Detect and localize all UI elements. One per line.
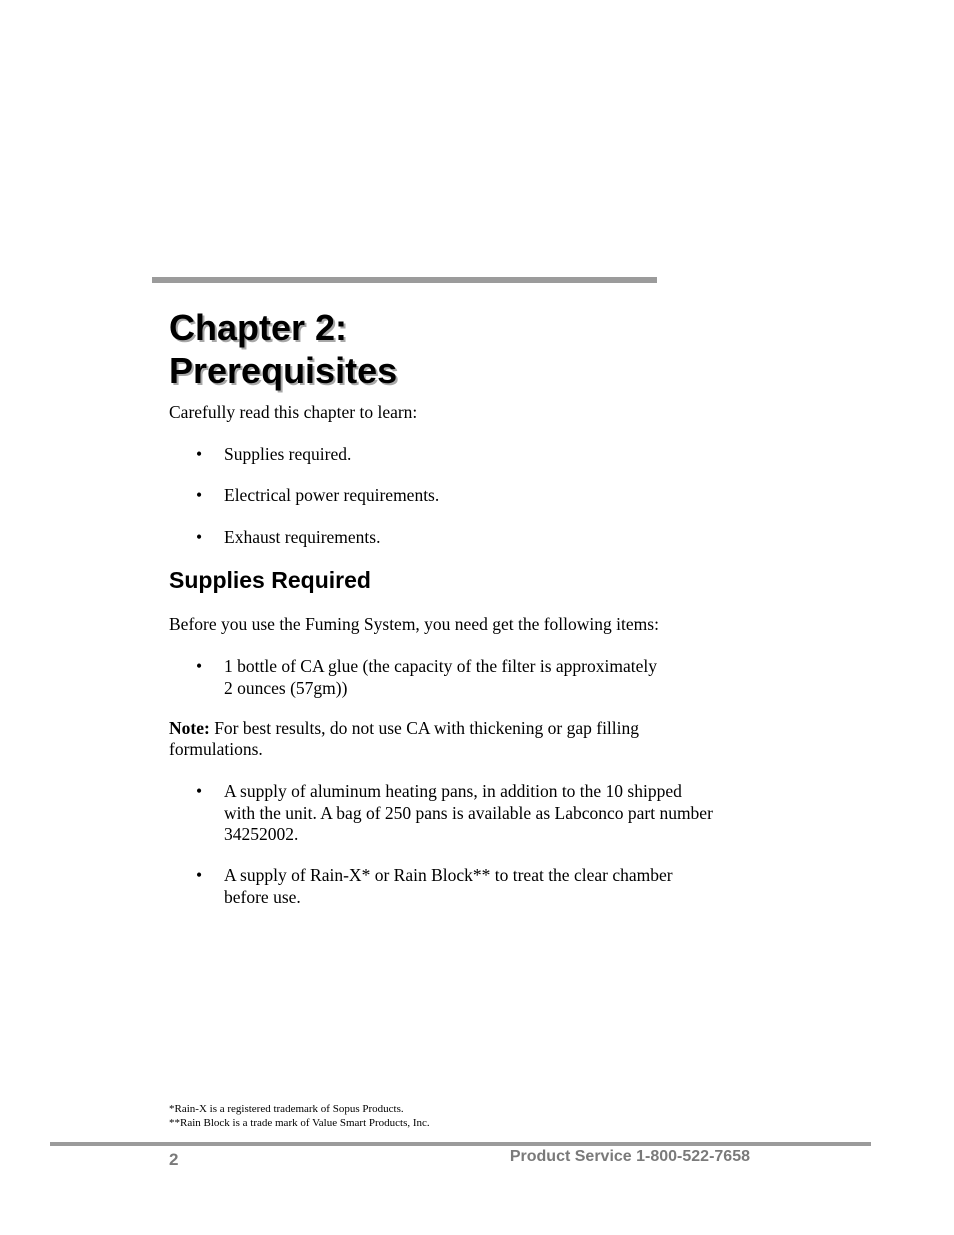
bullet-icon: • [196,485,203,505]
supply-bullet-rain-x [224,865,764,908]
footnote-rain-block: **Rain Block is a trade mark of Value Smart Products, Inc. [169,1117,430,1129]
bullet-icon: • [196,527,203,547]
footer-rule [50,1142,871,1146]
supply-bullet-heating-pans-line3: 34252002. [224,824,299,844]
note-text-line2: formulations. [169,739,263,759]
note-paragraph [169,718,729,760]
supply-bullet-rain-x-line2: before use. [224,886,301,907]
footnote-rain-x: *Rain-X is a registered trademark of Sopus Products. [169,1103,404,1115]
chapter-top-rule [152,277,657,283]
note-label: Note: [169,718,210,738]
supply-bullet-ca-glue-line1: 1 bottle of CA glue (the capacity of the filter is approximately [224,656,657,676]
supply-bullet-ca-glue [224,656,764,699]
bullet-icon: • [196,444,203,464]
chapter-title-line1: Chapter 2: [169,307,348,348]
supply-bullet-heating-pans [224,781,764,846]
bullet-icon: • [196,781,203,801]
supplies-lead-text: Before you use the Fuming System, you need get the following items: [169,614,659,634]
bullet-icon: • [196,865,203,885]
supply-bullet-heating-pans-line2: with the unit. A bag of 250 pans is available as Labconco part number [224,802,713,823]
footer-product-service: Product Service 1-800-522-7658 [509,1148,750,1165]
note-text-line1: For best results, do not use CA with thickening or gap filling [209,718,640,738]
page-number: 2 [169,1150,179,1169]
intro-bullet-electrical: Electrical power requirements. [224,485,440,505]
intro-bullet-exhaust: Exhaust requirements. [224,527,381,547]
intro-text: Carefully read this chapter to learn: [169,402,418,422]
chapter-title-line2: Prerequisites [169,350,398,391]
bullet-icon: • [196,656,203,676]
supply-bullet-ca-glue-line2: 2 ounces (57gm)) [224,677,348,698]
chapter-title [169,306,397,392]
supply-bullet-rain-x-line1: A supply of Rain-X* or Rain Block** to treat the clear chamber [224,865,673,885]
intro-bullet-supplies: Supplies required. [224,444,352,464]
supply-bullet-heating-pans-line1: A supply of aluminum heating pans, in addition to the 10 shipped [224,781,682,801]
section-heading-supplies: Supplies Required [169,567,371,593]
